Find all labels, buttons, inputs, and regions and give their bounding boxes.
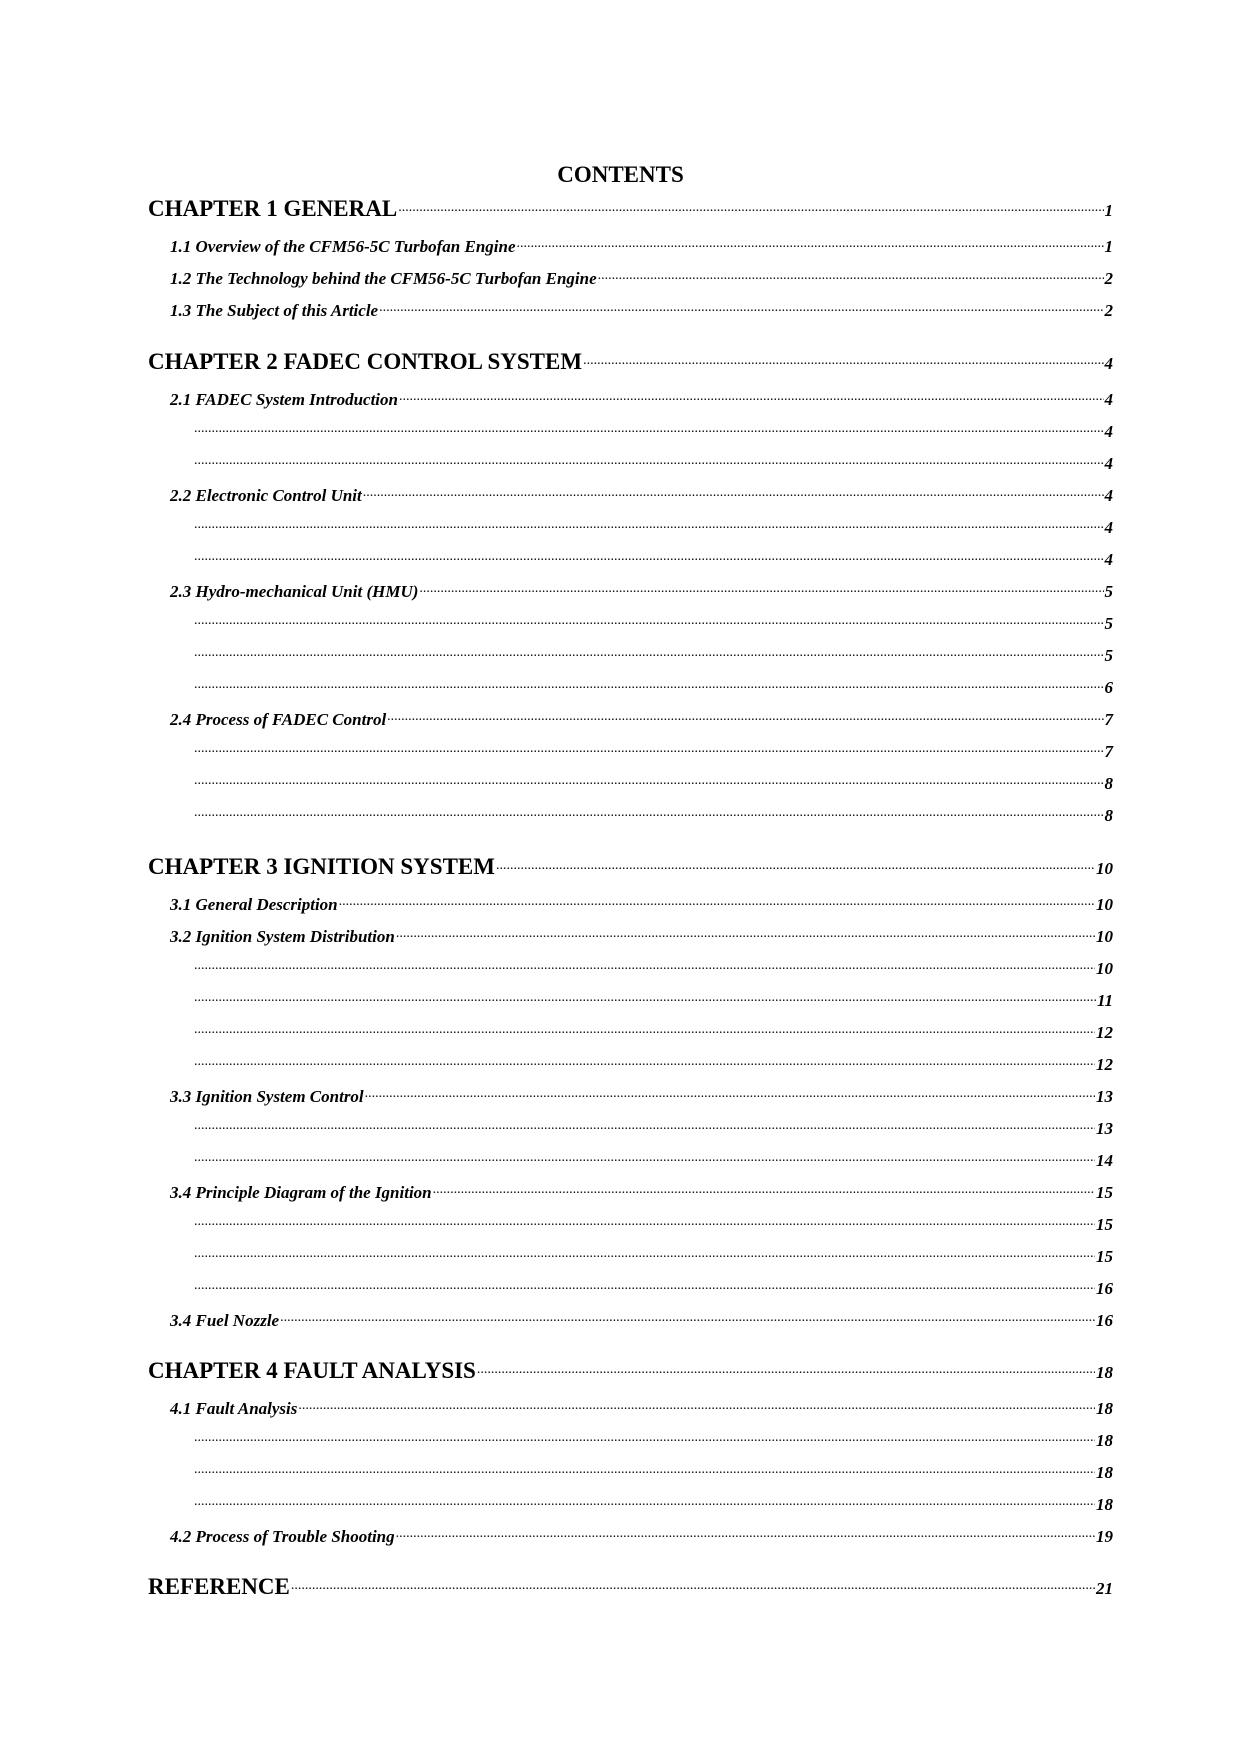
dot-leader [379, 302, 1103, 316]
dot-leader [433, 1184, 1095, 1198]
dot-leader [387, 711, 1103, 725]
toc-entry-label: CHAPTER 2 FADEC CONTROL SYSTEM [148, 349, 583, 374]
toc-entry-label: 3.4 Principle Diagram of the Ignition [170, 1183, 432, 1202]
toc-subsection-row[interactable] [193, 614, 1113, 634]
dot-leader [194, 807, 1104, 821]
toc-page-number: 18 [1096, 1463, 1113, 1482]
toc-subsection-row[interactable] [193, 774, 1113, 794]
toc-page-number: 4 [1104, 422, 1113, 441]
toc-page-number: 6 [1104, 678, 1113, 697]
toc-page-number: 1 [1104, 201, 1113, 220]
toc-entry-label: 4.2 Process of Trouble Shooting [170, 1527, 395, 1546]
dot-leader [194, 1464, 1095, 1478]
toc-page-number: 2 [1104, 269, 1113, 288]
toc-page-number: 5 [1104, 582, 1113, 601]
toc-subsection-row[interactable] [193, 1431, 1113, 1451]
toc-subsection-row[interactable] [193, 422, 1113, 442]
toc-subsection-row[interactable] [193, 1247, 1113, 1267]
toc-subsection-row[interactable] [193, 742, 1113, 762]
toc-page-number: 10 [1096, 959, 1113, 978]
toc-entry-label: 3.3 Ignition System Control [170, 1087, 364, 1106]
toc-subsection-row[interactable] [193, 1055, 1113, 1075]
toc-page-number: 4 [1104, 550, 1113, 569]
dot-leader [280, 1312, 1095, 1326]
dot-leader [194, 1152, 1095, 1166]
toc-page-number: 21 [1096, 1579, 1113, 1598]
dot-leader [194, 679, 1104, 693]
toc-entry-label: CHAPTER 4 FAULT ANALYSIS [148, 1358, 476, 1383]
toc-page-number: 13 [1096, 1119, 1113, 1138]
toc-subsection-row[interactable] [193, 806, 1113, 826]
dot-leader [396, 928, 1095, 942]
dot-leader [365, 1088, 1095, 1102]
toc-entry-label: 4.1 Fault Analysis [170, 1399, 298, 1418]
dot-leader [194, 551, 1104, 565]
toc-page-number: 1 [1104, 237, 1113, 256]
toc-page-number: 18 [1096, 1495, 1113, 1514]
toc-section-row[interactable] [170, 927, 1113, 947]
toc-entry-label: CHAPTER 1 GENERAL [148, 196, 398, 221]
toc-subsection-row[interactable] [193, 991, 1113, 1011]
toc-page-number: 4 [1104, 454, 1113, 473]
toc-chapter-row[interactable] [148, 1574, 1113, 1600]
dot-leader [194, 519, 1104, 533]
toc-entry-label: 3.1 General Description [170, 895, 338, 914]
toc-entry-label: 2.4 Process of FADEC Control [170, 710, 387, 729]
toc-subsection-row[interactable] [193, 518, 1113, 538]
toc-page-number: 5 [1104, 614, 1113, 633]
toc-page-number: 18 [1096, 1363, 1113, 1382]
toc-subsection-row[interactable] [193, 1463, 1113, 1483]
toc-page-number: 10 [1096, 927, 1113, 946]
dot-leader [194, 1432, 1095, 1446]
toc-subsection-row[interactable] [193, 1215, 1113, 1235]
toc-page-number: 7 [1104, 742, 1113, 761]
toc-page-number: 13 [1096, 1087, 1113, 1106]
dot-leader [194, 1280, 1095, 1294]
dot-leader [194, 1216, 1095, 1230]
dot-leader [291, 1580, 1095, 1594]
toc-section-row[interactable] [170, 1527, 1113, 1547]
toc-section-row[interactable] [170, 1183, 1113, 1203]
dot-leader [194, 615, 1104, 629]
toc-section-row[interactable] [170, 895, 1113, 915]
dot-leader [194, 647, 1104, 661]
toc-page-number: 7 [1104, 710, 1113, 729]
dot-leader [194, 455, 1104, 469]
toc-section-row[interactable] [170, 710, 1113, 730]
toc-subsection-row[interactable] [193, 454, 1113, 474]
dot-leader [194, 743, 1104, 757]
toc-section-row[interactable] [170, 1087, 1113, 1107]
toc-section-row[interactable] [170, 1311, 1113, 1331]
toc-subsection-row[interactable] [193, 678, 1113, 698]
toc-subsection-row[interactable] [193, 1495, 1113, 1515]
dot-leader [194, 775, 1104, 789]
toc-entry-label: 2.1 FADEC System Introduction [170, 390, 398, 409]
dot-leader [396, 1528, 1095, 1542]
toc-page-number: 18 [1096, 1431, 1113, 1450]
toc-page-number: 12 [1096, 1023, 1113, 1042]
dot-leader [477, 1364, 1095, 1378]
toc-page-number: 19 [1096, 1527, 1113, 1546]
toc-entry-label: REFERENCE [148, 1574, 290, 1599]
toc-chapter-row[interactable] [148, 854, 1113, 880]
dot-leader [194, 1248, 1095, 1262]
toc-section-row[interactable] [170, 390, 1113, 410]
toc-section-row[interactable] [170, 269, 1113, 289]
dot-leader [598, 270, 1104, 284]
dot-leader [419, 583, 1103, 597]
toc-section-row[interactable] [170, 582, 1113, 602]
dot-leader [194, 423, 1104, 437]
toc-page-number: 16 [1096, 1279, 1113, 1298]
dot-leader [339, 896, 1095, 910]
toc-subsection-row[interactable] [193, 550, 1113, 570]
toc-entry-label: CHAPTER 3 IGNITION SYSTEM [148, 854, 495, 879]
toc-page-number: 15 [1096, 1215, 1113, 1234]
toc-subsection-row[interactable] [193, 1151, 1113, 1171]
toc-page-number: 15 [1096, 1183, 1113, 1202]
dot-leader [194, 960, 1095, 974]
dot-leader [194, 1120, 1095, 1134]
toc-chapter-row[interactable] [148, 1358, 1113, 1384]
toc-page-number: 10 [1096, 895, 1113, 914]
toc-page-number: 8 [1104, 806, 1113, 825]
toc-entry-label: 2.3 Hydro-mechanical Unit (HMU) [170, 582, 419, 601]
toc-page-number: 4 [1104, 486, 1113, 505]
toc-entry-label: 1.2 The Technology behind the CFM56-5C Turbofan Engine [170, 269, 597, 288]
dot-leader [583, 355, 1103, 369]
page-title: CONTENTS [557, 162, 684, 187]
toc-section-row[interactable] [170, 486, 1113, 506]
toc-entry-label: 3.4 Fuel Nozzle [170, 1311, 280, 1330]
toc-page-number: 18 [1096, 1399, 1113, 1418]
toc-entry-label: 3.2 Ignition System Distribution [170, 927, 395, 946]
toc-page-number: 15 [1096, 1247, 1113, 1266]
toc-page-number: 8 [1104, 774, 1113, 793]
toc-page-number: 12 [1096, 1055, 1113, 1074]
toc-page-number: 2 [1104, 301, 1113, 320]
toc-page-number: 16 [1096, 1311, 1113, 1330]
toc-page-number: 4 [1104, 354, 1113, 373]
toc-page-number: 4 [1104, 390, 1113, 409]
toc-page-number: 5 [1104, 646, 1113, 665]
dot-leader [194, 1496, 1095, 1510]
toc-section-row[interactable] [170, 1399, 1113, 1419]
dot-leader [399, 391, 1104, 405]
dot-leader [517, 238, 1104, 252]
toc-subsection-row[interactable] [193, 959, 1113, 979]
toc-section-row[interactable] [170, 301, 1113, 321]
toc-entry-label: 2.2 Electronic Control Unit [170, 486, 362, 505]
toc-subsection-row[interactable] [193, 1023, 1113, 1043]
dot-leader [194, 1024, 1095, 1038]
toc-page-number: 10 [1096, 859, 1113, 878]
toc-page-number: 4 [1104, 518, 1113, 537]
toc-page-number: 14 [1096, 1151, 1113, 1170]
toc-subsection-row[interactable] [193, 1279, 1113, 1299]
dot-leader [398, 202, 1103, 216]
toc-chapter-row[interactable] [148, 349, 1113, 375]
dot-leader [194, 1056, 1095, 1070]
toc-subsection-row[interactable] [193, 1119, 1113, 1139]
toc-chapter-row[interactable] [148, 196, 1113, 222]
toc-section-row[interactable] [170, 237, 1113, 257]
dot-leader [298, 1400, 1095, 1414]
toc-page-number: 11 [1096, 991, 1113, 1010]
toc-subsection-row[interactable] [193, 646, 1113, 666]
dot-leader [194, 992, 1096, 1006]
dot-leader [496, 860, 1095, 874]
toc-entry-label: 1.1 Overview of the CFM56-5C Turbofan Engine [170, 237, 516, 256]
toc-entry-label: 1.3 The Subject of this Article [170, 301, 379, 320]
dot-leader [363, 487, 1104, 501]
